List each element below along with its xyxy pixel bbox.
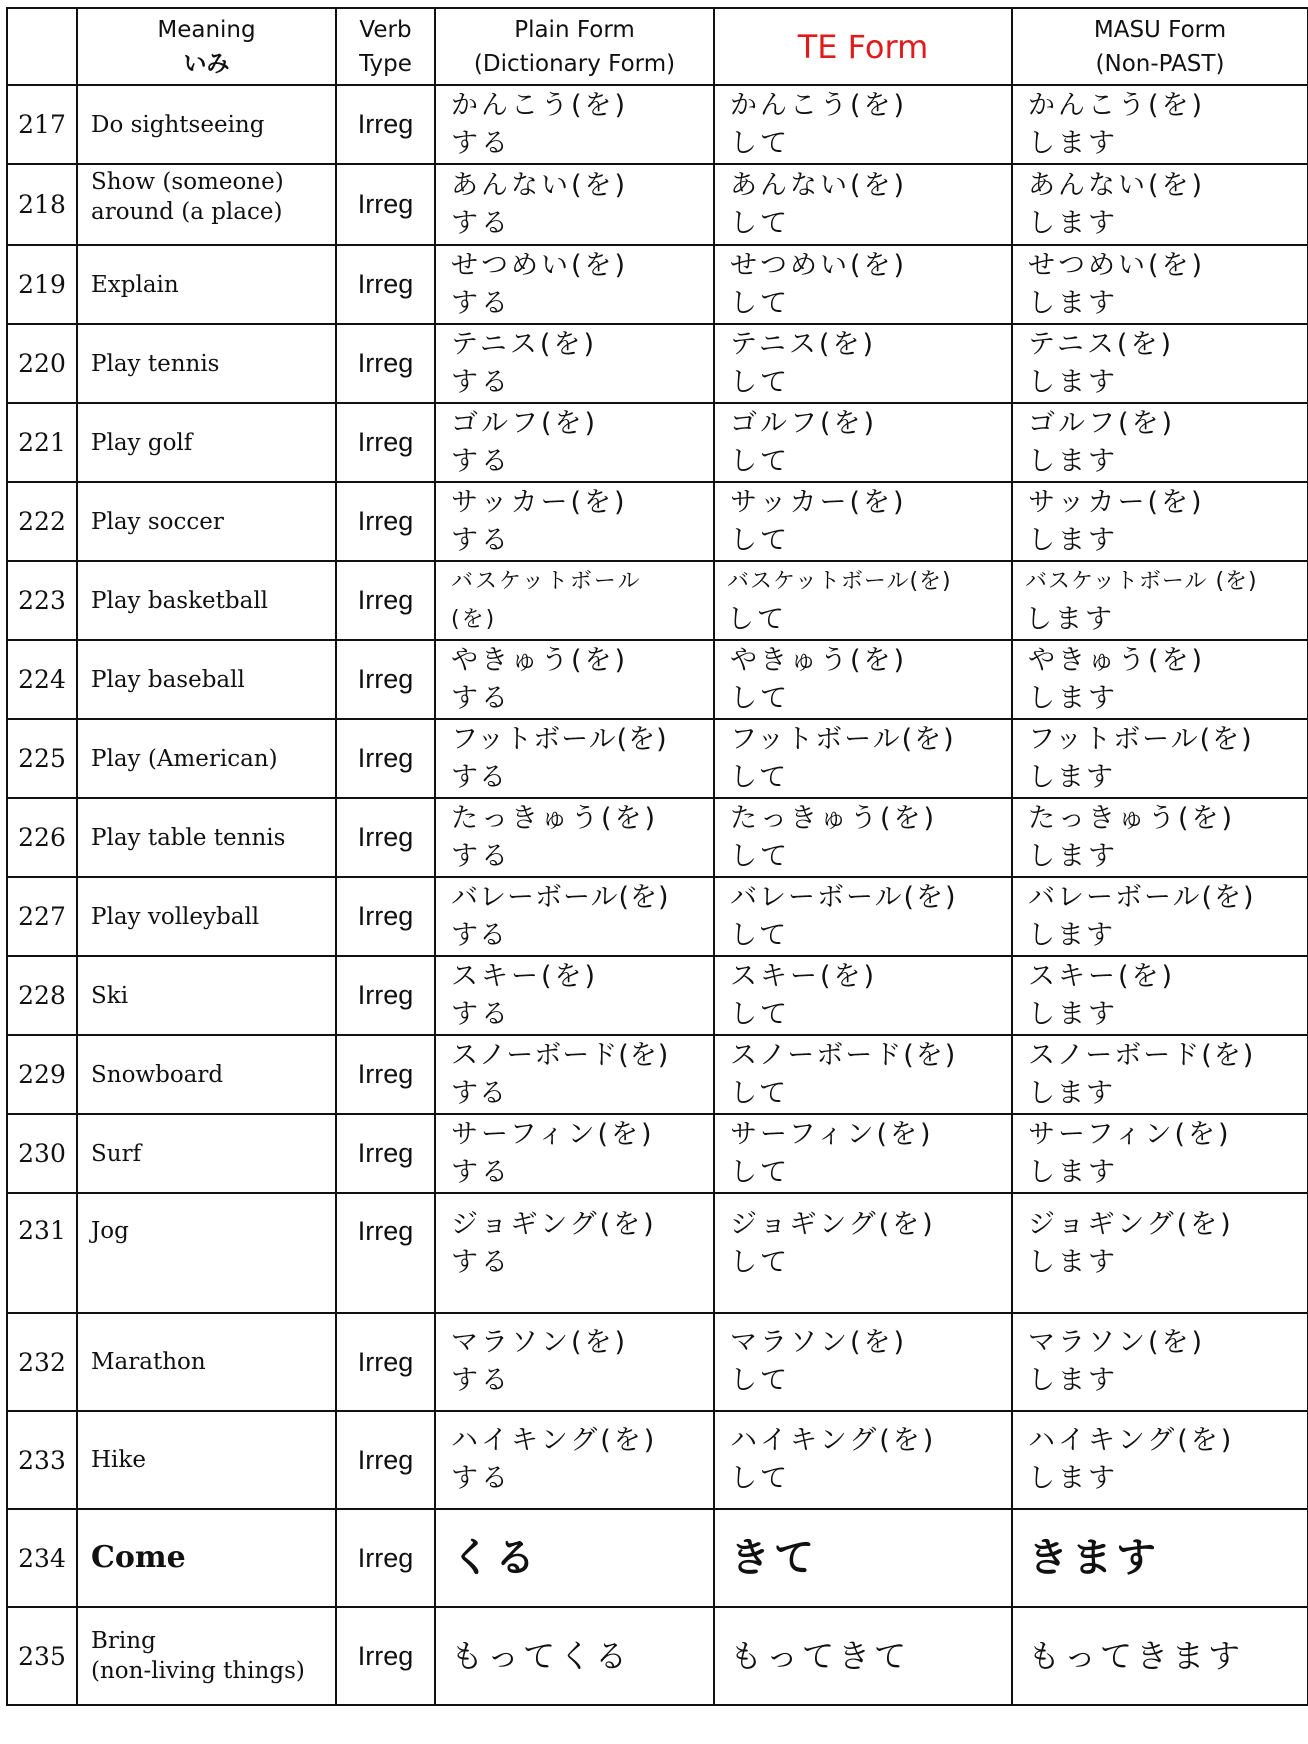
masu-line1: テニス(を) xyxy=(1028,328,1174,360)
te-line2: して xyxy=(730,366,790,398)
row-meaning: Marathon xyxy=(77,1313,336,1411)
plain-line2: する xyxy=(451,207,511,239)
row-masu-form xyxy=(1012,640,1308,719)
te-line1: やきゅう(を) xyxy=(730,644,908,676)
plain-line1: あんない(を) xyxy=(451,169,629,201)
table-row xyxy=(7,482,1308,561)
plain-line2: する xyxy=(451,919,507,951)
row-plain-form: くる xyxy=(435,1509,714,1607)
verb-table-sheet xyxy=(6,7,1307,1706)
table-row xyxy=(7,403,1308,482)
masu-line2: します xyxy=(1028,761,1115,793)
row-masu-form xyxy=(1012,1313,1308,1411)
table-row xyxy=(7,1035,1308,1114)
plain-line2: する xyxy=(451,840,511,872)
row-meaning: Hike xyxy=(77,1411,336,1509)
row-number: 224 xyxy=(7,640,77,719)
te-line1: たっきゅう(を) xyxy=(730,802,938,834)
header-masu-line1: MASU Form xyxy=(1093,16,1227,43)
te-line1: ハイキング(を) xyxy=(730,1425,937,1456)
row-te-form xyxy=(714,798,1012,877)
te-line1: スノーボード(を) xyxy=(730,1039,958,1071)
te-line1: サーフィン(を) xyxy=(730,1118,934,1150)
row-number: 219 xyxy=(7,245,77,324)
row-masu-form xyxy=(1012,561,1308,640)
plain-line2: (を) xyxy=(451,606,497,632)
row-verb-type: Irreg xyxy=(336,719,435,798)
plain-line1: スキー(を) xyxy=(451,960,599,992)
row-masu-form: もってきます xyxy=(1012,1607,1308,1705)
header-plain-line1: Plain Form xyxy=(514,16,635,43)
row-plain-form xyxy=(435,719,714,798)
row-masu-form xyxy=(1012,719,1308,798)
masu-line2: します xyxy=(1028,127,1118,159)
plain-line2: する xyxy=(451,1247,511,1278)
row-number: 231 xyxy=(7,1193,77,1313)
te-line2: して xyxy=(730,998,790,1030)
header-row xyxy=(7,8,1308,85)
te-line2: して xyxy=(730,919,788,951)
row-te-form xyxy=(714,324,1012,403)
row-plain-form xyxy=(435,561,714,640)
row-masu-form xyxy=(1012,798,1308,877)
header-plain-line2: (Dictionary Form) xyxy=(473,50,676,77)
masu-line2: します xyxy=(1028,919,1115,951)
masu-line2: します xyxy=(1028,366,1118,398)
row-meaning: Come xyxy=(77,1509,336,1607)
row-masu-form xyxy=(1012,1193,1308,1313)
row-number: 227 xyxy=(7,877,77,956)
row-number: 217 xyxy=(7,85,77,164)
te-line2: して xyxy=(730,1365,790,1396)
plain-line2: する xyxy=(451,1156,511,1188)
plain-line1: サーフィン(を) xyxy=(451,1118,655,1150)
row-number: 235 xyxy=(7,1607,77,1705)
row-verb-type: Irreg xyxy=(336,1411,435,1509)
plain-line1: ハイキング(を) xyxy=(451,1425,658,1456)
te-line1: マラソン(を) xyxy=(730,1327,908,1358)
table-row xyxy=(7,719,1308,798)
masu-line1: スノーボード(を) xyxy=(1028,1039,1256,1071)
row-plain-form xyxy=(435,1313,714,1411)
meaning-line2: (non-living things) xyxy=(91,1658,305,1684)
te-line1: かんこう(を) xyxy=(730,89,908,121)
te-line2: して xyxy=(730,207,790,239)
masu-line1: せつめい(を) xyxy=(1028,249,1206,281)
plain-line1: テニス(を) xyxy=(451,328,597,360)
te-line1: ジョギング(を) xyxy=(730,1209,936,1240)
plain-line1: バスケットボール xyxy=(451,568,642,594)
header-type-line1: Verb xyxy=(359,16,412,43)
row-verb-type: Irreg xyxy=(336,245,435,324)
row-meaning: Do sightseeing xyxy=(77,85,336,164)
row-te-form xyxy=(714,1035,1012,1114)
row-meaning: Jog xyxy=(77,1193,336,1313)
row-meaning: Play tennis xyxy=(77,324,336,403)
te-line2: して xyxy=(730,445,790,477)
plain-line1: かんこう(を) xyxy=(451,89,629,121)
table-row xyxy=(7,164,1308,245)
row-plain-form xyxy=(435,640,714,719)
plain-line2: する xyxy=(451,524,511,556)
masu-line2: します xyxy=(1028,287,1118,319)
row-number: 233 xyxy=(7,1411,77,1509)
row-verb-type: Irreg xyxy=(336,877,435,956)
row-masu-form xyxy=(1012,956,1308,1035)
row-te-form xyxy=(714,164,1012,245)
row-verb-type: Irreg xyxy=(336,1509,435,1607)
masu-line1: サッカー(を) xyxy=(1028,486,1205,518)
te-line2: して xyxy=(730,761,788,793)
te-line2: して xyxy=(730,1463,790,1494)
masu-line1: フットボール(を) xyxy=(1028,723,1254,755)
te-line2: して xyxy=(730,1077,788,1109)
te-line2: して xyxy=(730,682,790,714)
masu-line1: サーフィン(を) xyxy=(1028,1118,1232,1150)
table-row xyxy=(7,1313,1308,1411)
masu-line1: マラソン(を) xyxy=(1028,1327,1206,1358)
te-line1: スキー(を) xyxy=(730,960,878,992)
row-meaning: Explain xyxy=(77,245,336,324)
verb-conjugation-table xyxy=(6,7,1308,1706)
row-te-form xyxy=(714,245,1012,324)
row-verb-type: Irreg xyxy=(336,640,435,719)
row-plain-form xyxy=(435,164,714,245)
row-te-form xyxy=(714,403,1012,482)
masu-line2: します xyxy=(1028,840,1118,872)
row-meaning xyxy=(77,164,336,245)
te-line2: して xyxy=(730,1247,790,1278)
masu-line2: します xyxy=(1028,207,1118,239)
table-row xyxy=(7,1411,1308,1509)
te-line1: サッカー(を) xyxy=(730,486,907,518)
row-meaning xyxy=(77,1607,336,1705)
header-type-line2: Type xyxy=(359,50,412,77)
row-masu-form xyxy=(1012,1114,1308,1193)
row-te-form xyxy=(714,1313,1012,1411)
row-meaning: Play baseball xyxy=(77,640,336,719)
row-meaning: Snowboard xyxy=(77,1035,336,1114)
row-number: 222 xyxy=(7,482,77,561)
plain-line2: する xyxy=(451,287,511,319)
row-number: 234 xyxy=(7,1509,77,1607)
plain-line2: する xyxy=(451,445,511,477)
masu-line1: やきゅう(を) xyxy=(1028,644,1206,676)
masu-line2: します xyxy=(1025,603,1115,635)
row-verb-type: Irreg xyxy=(336,798,435,877)
table-row xyxy=(7,1509,1308,1607)
meaning-line2: around (a place) xyxy=(91,199,283,225)
masu-line2: します xyxy=(1028,1077,1115,1109)
header-plain-form xyxy=(435,8,714,85)
masu-line2: します xyxy=(1028,1247,1118,1278)
row-masu-form xyxy=(1012,324,1308,403)
row-number: 220 xyxy=(7,324,77,403)
row-masu-form xyxy=(1012,85,1308,164)
plain-line1: せつめい(を) xyxy=(451,249,629,281)
row-plain-form xyxy=(435,1411,714,1509)
row-meaning: Play golf xyxy=(77,403,336,482)
table-row xyxy=(7,1607,1308,1705)
row-verb-type: Irreg xyxy=(336,85,435,164)
te-line1: フットボール(を) xyxy=(730,723,956,755)
table-row xyxy=(7,877,1308,956)
plain-line1: マラソン(を) xyxy=(451,1327,629,1358)
masu-line1: かんこう(を) xyxy=(1028,89,1206,121)
plain-line2: する xyxy=(451,682,511,714)
te-line1: せつめい(を) xyxy=(730,249,908,281)
row-masu-form: きます xyxy=(1012,1509,1308,1607)
row-number: 232 xyxy=(7,1313,77,1411)
row-verb-type: Irreg xyxy=(336,324,435,403)
row-plain-form xyxy=(435,1193,714,1313)
plain-line1: ジョギング(を) xyxy=(451,1209,657,1240)
te-line1: ゴルフ(を) xyxy=(730,407,878,439)
row-number: 230 xyxy=(7,1114,77,1193)
row-masu-form xyxy=(1012,164,1308,245)
plain-line1: バレーボール(を) xyxy=(451,881,670,913)
meaning-line1: Bring xyxy=(91,1628,156,1654)
masu-line1: ハイキング(を) xyxy=(1028,1425,1235,1456)
masu-line1: たっきゅう(を) xyxy=(1028,802,1236,834)
te-line2: して xyxy=(730,287,790,319)
row-plain-form xyxy=(435,798,714,877)
row-te-form xyxy=(714,561,1012,640)
plain-line1: たっきゅう(を) xyxy=(451,802,659,834)
header-masu-line2: (Non-PAST) xyxy=(1095,50,1225,77)
te-line1: バスケットボール(を) xyxy=(727,568,952,594)
masu-line2: します xyxy=(1028,1463,1118,1494)
row-plain-form xyxy=(435,877,714,956)
header-meaning-en: Meaning xyxy=(157,16,256,43)
te-line2: して xyxy=(730,127,790,159)
row-plain-form xyxy=(435,482,714,561)
row-verb-type: Irreg xyxy=(336,164,435,245)
plain-line1: フットボール(を) xyxy=(451,723,668,755)
row-te-form xyxy=(714,719,1012,798)
table-row xyxy=(7,798,1308,877)
row-verb-type: Irreg xyxy=(336,1114,435,1193)
row-masu-form xyxy=(1012,403,1308,482)
plain-line1: サッカー(を) xyxy=(451,486,628,518)
table-row xyxy=(7,561,1308,640)
plain-line2: する xyxy=(451,998,511,1030)
plain-line2: する xyxy=(451,1077,507,1109)
te-line2: して xyxy=(730,524,790,556)
te-line2: して xyxy=(730,840,790,872)
header-te-form: TE Form xyxy=(714,8,1012,85)
plain-line2: する xyxy=(451,366,511,398)
row-meaning: Play soccer xyxy=(77,482,336,561)
row-te-form xyxy=(714,956,1012,1035)
header-meaning-jp: いみ xyxy=(183,50,230,77)
row-number: 223 xyxy=(7,561,77,640)
te-line2: して xyxy=(730,1156,790,1188)
row-te-form: きて xyxy=(714,1509,1012,1607)
masu-line2: します xyxy=(1028,682,1118,714)
row-plain-form xyxy=(435,1035,714,1114)
plain-line2: する xyxy=(451,1365,511,1396)
row-te-form xyxy=(714,877,1012,956)
row-verb-type: Irreg xyxy=(336,1607,435,1705)
plain-line2: する xyxy=(451,127,511,159)
table-row xyxy=(7,85,1308,164)
row-number: 225 xyxy=(7,719,77,798)
masu-line2: します xyxy=(1028,1365,1118,1396)
plain-line1: スノーボード(を) xyxy=(451,1039,670,1071)
plain-line1: ゴルフ(を) xyxy=(451,407,599,439)
plain-line2: する xyxy=(451,761,507,793)
table-row xyxy=(7,245,1308,324)
masu-line1: あんない(を) xyxy=(1028,169,1206,201)
row-te-form xyxy=(714,1411,1012,1509)
table-row xyxy=(7,324,1308,403)
row-plain-form xyxy=(435,85,714,164)
table-row xyxy=(7,640,1308,719)
header-verb-type xyxy=(336,8,435,85)
masu-line1: スキー(を) xyxy=(1028,960,1176,992)
row-number: 221 xyxy=(7,403,77,482)
row-plain-form: もってくる xyxy=(435,1607,714,1705)
row-masu-form xyxy=(1012,1411,1308,1509)
row-masu-form xyxy=(1012,245,1308,324)
row-verb-type: Irreg xyxy=(336,482,435,561)
table-row xyxy=(7,956,1308,1035)
meaning-line1: Show (someone) xyxy=(91,169,284,195)
row-te-form xyxy=(714,85,1012,164)
row-meaning: Surf xyxy=(77,1114,336,1193)
row-plain-form xyxy=(435,403,714,482)
row-number: 226 xyxy=(7,798,77,877)
row-masu-form xyxy=(1012,482,1308,561)
row-masu-form xyxy=(1012,877,1308,956)
row-meaning: Play table tennis xyxy=(77,798,336,877)
row-verb-type: Irreg xyxy=(336,1193,435,1313)
header-number xyxy=(7,8,77,85)
masu-line2: します xyxy=(1028,524,1118,556)
te-line1: テニス(を) xyxy=(730,328,876,360)
row-te-form xyxy=(714,1114,1012,1193)
masu-line2: します xyxy=(1028,445,1118,477)
row-te-form xyxy=(714,640,1012,719)
masu-line1: バレーボール(を) xyxy=(1028,881,1256,913)
row-masu-form xyxy=(1012,1035,1308,1114)
header-meaning xyxy=(77,8,336,85)
row-te-form xyxy=(714,1193,1012,1313)
te-line1: あんない(を) xyxy=(730,169,908,201)
row-meaning: Play volleyball xyxy=(77,877,336,956)
row-verb-type: Irreg xyxy=(336,1035,435,1114)
table-row xyxy=(7,1193,1308,1313)
row-verb-type: Irreg xyxy=(336,561,435,640)
row-plain-form xyxy=(435,324,714,403)
row-te-form: もってきて xyxy=(714,1607,1012,1705)
row-meaning: Play (American) xyxy=(77,719,336,798)
row-verb-type: Irreg xyxy=(336,956,435,1035)
table-row xyxy=(7,1114,1308,1193)
row-plain-form xyxy=(435,956,714,1035)
row-plain-form xyxy=(435,245,714,324)
row-meaning: Play basketball xyxy=(77,561,336,640)
row-verb-type: Irreg xyxy=(336,403,435,482)
te-line2: して xyxy=(727,603,787,635)
row-number: 218 xyxy=(7,164,77,245)
masu-line1: バスケットボール (を) xyxy=(1025,568,1258,594)
row-plain-form xyxy=(435,1114,714,1193)
row-te-form xyxy=(714,482,1012,561)
masu-line1: ジョギング(を) xyxy=(1028,1209,1234,1240)
row-number: 229 xyxy=(7,1035,77,1114)
masu-line2: します xyxy=(1028,998,1118,1030)
te-line1: バレーボール(を) xyxy=(730,881,958,913)
header-masu-form xyxy=(1012,8,1308,85)
masu-line2: します xyxy=(1028,1156,1118,1188)
plain-line1: やきゅう(を) xyxy=(451,644,629,676)
row-verb-type: Irreg xyxy=(336,1313,435,1411)
row-meaning: Ski xyxy=(77,956,336,1035)
plain-line2: する xyxy=(451,1463,511,1494)
row-number: 228 xyxy=(7,956,77,1035)
masu-line1: ゴルフ(を) xyxy=(1028,407,1176,439)
